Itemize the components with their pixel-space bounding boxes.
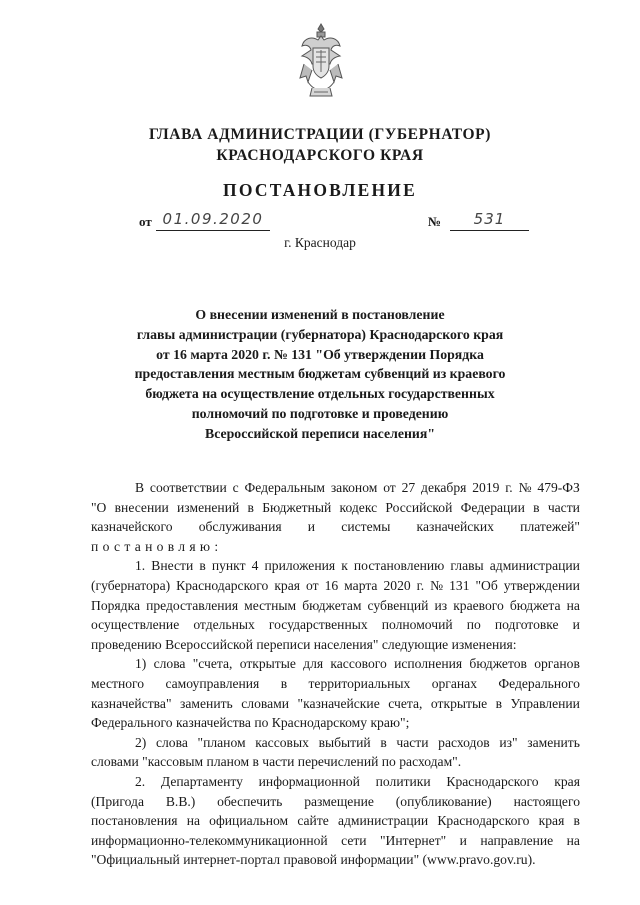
word: Департаменту bbox=[160, 773, 243, 789]
word: политики bbox=[375, 773, 431, 789]
word: субвенций bbox=[367, 597, 429, 613]
heading-line: от 16 марта 2020 г. № 131 "Об утверждении Порядка bbox=[156, 346, 484, 362]
word: слова bbox=[155, 734, 188, 750]
body-line bbox=[91, 772, 580, 792]
date-value: 01.09.2020 bbox=[156, 210, 270, 231]
word: Внести bbox=[151, 558, 194, 574]
word: настоящего bbox=[513, 793, 580, 809]
word: "Об bbox=[475, 577, 498, 593]
word: Федеральным bbox=[244, 480, 325, 495]
word: предоставления bbox=[146, 597, 239, 613]
word: Краснодарского bbox=[176, 577, 269, 593]
word: соответствии bbox=[149, 480, 227, 495]
issuer-title-line1: ГЛАВА АДМИНИСТРАЦИИ (ГУБЕРНАТОР) bbox=[149, 126, 491, 143]
word: края bbox=[538, 813, 565, 829]
body-line bbox=[91, 498, 580, 518]
word: и bbox=[572, 617, 580, 633]
word: администрации bbox=[489, 558, 580, 574]
word: осуществление bbox=[91, 617, 180, 633]
word: системы bbox=[341, 519, 391, 535]
word: г. bbox=[505, 480, 513, 495]
city-name: г. Краснодар bbox=[284, 235, 356, 250]
word: 2) bbox=[135, 734, 147, 750]
word: № bbox=[518, 480, 532, 495]
date-number-row bbox=[0, 212, 640, 234]
body-line: постановляю: bbox=[91, 538, 223, 554]
word: (губернатора) bbox=[91, 577, 171, 593]
word: 1) bbox=[135, 656, 147, 672]
body-line bbox=[91, 733, 580, 753]
word: 479-ФЗ bbox=[537, 480, 580, 495]
word: 2. bbox=[135, 773, 146, 789]
word: утверждении bbox=[503, 577, 580, 593]
word: "О bbox=[91, 499, 107, 515]
word: 2020 bbox=[383, 577, 411, 593]
word: Бюджетный bbox=[262, 499, 332, 515]
word: из bbox=[434, 597, 448, 613]
word: самоуправления bbox=[165, 675, 260, 691]
word: направление bbox=[480, 832, 554, 848]
coat-of-arms-emblem bbox=[298, 22, 344, 100]
word: 2019 bbox=[472, 480, 500, 495]
body-line: словами "кассовым планом в части перечислений по расходам". bbox=[91, 754, 462, 770]
word: подготовке bbox=[494, 617, 559, 633]
heading-line: О внесении изменений в постановление bbox=[195, 307, 445, 322]
word: в bbox=[495, 695, 503, 711]
word: законом bbox=[330, 480, 378, 495]
word: полномочий bbox=[381, 617, 453, 633]
word: размещение bbox=[304, 793, 374, 809]
word: 1. bbox=[135, 558, 146, 574]
word: 27 bbox=[401, 480, 416, 495]
word: в bbox=[199, 558, 206, 574]
word: и bbox=[459, 832, 467, 848]
word: в bbox=[380, 734, 387, 750]
word: на bbox=[186, 813, 200, 829]
word: казначейства" bbox=[91, 695, 172, 711]
word: бюджетам bbox=[302, 597, 362, 613]
word: № bbox=[430, 577, 444, 593]
word: (Пригода bbox=[91, 793, 145, 809]
word: Управлении bbox=[510, 695, 580, 711]
word: постановления bbox=[91, 813, 178, 829]
word: территориальных bbox=[308, 675, 411, 691]
word: государственных bbox=[268, 617, 368, 633]
body-line bbox=[91, 811, 580, 831]
heading-line: предоставления местным бюджетам субвенций из краевого bbox=[134, 366, 506, 382]
word: "планом bbox=[197, 734, 246, 750]
word: сайте bbox=[297, 813, 329, 829]
word: Российской bbox=[385, 499, 453, 515]
body-line: "Официальный интернет-портал правовой информации" (www.pravo.gov.ru). bbox=[91, 852, 536, 868]
issuer-title-line2: КРАСНОДАРСКОГО КРАЯ bbox=[216, 147, 424, 164]
word: внесении bbox=[114, 499, 169, 515]
word: края bbox=[274, 577, 300, 593]
word: части bbox=[396, 734, 429, 750]
word: декабря bbox=[421, 480, 467, 495]
word: заменить bbox=[180, 695, 233, 711]
word: кассовых bbox=[255, 734, 309, 750]
word: Федерального bbox=[498, 675, 580, 691]
word: (опубликование) bbox=[395, 793, 492, 809]
body-line bbox=[91, 517, 580, 537]
word: "Интернет" bbox=[380, 832, 447, 848]
word: счета, bbox=[388, 695, 423, 711]
word: бюджетов bbox=[469, 656, 527, 672]
word: в bbox=[247, 499, 254, 515]
word: пункт bbox=[211, 558, 246, 574]
word: на bbox=[566, 597, 580, 613]
word: информационной bbox=[258, 773, 360, 789]
word: в bbox=[573, 813, 580, 829]
word: исполнения bbox=[394, 656, 463, 672]
body-line bbox=[91, 792, 580, 812]
word: официальном bbox=[209, 813, 289, 829]
document-body bbox=[91, 478, 580, 870]
word: выбытий bbox=[318, 734, 371, 750]
body-line bbox=[91, 674, 580, 694]
heading-line: Всероссийской переписи населения" bbox=[205, 425, 435, 441]
document-heading bbox=[0, 305, 640, 444]
word: открытые bbox=[239, 656, 296, 672]
word: В.В.) bbox=[165, 793, 196, 809]
heading-line: главы администрации (губернатора) Краснодарского края bbox=[136, 326, 504, 342]
body-line bbox=[91, 478, 580, 498]
body-line: проведению Всероссийской переписи населения" следующие изменения: bbox=[91, 636, 517, 652]
word: сети bbox=[341, 832, 367, 848]
word: изменений bbox=[177, 499, 240, 515]
word: органов bbox=[534, 656, 580, 672]
word: местного bbox=[91, 675, 145, 691]
word: казначейского bbox=[91, 519, 173, 535]
body-line bbox=[91, 615, 580, 635]
word: от bbox=[306, 577, 319, 593]
word: от bbox=[383, 480, 396, 495]
word: с bbox=[232, 480, 239, 495]
body-line: Федерального казначейства по Краснодарскому краю"; bbox=[91, 715, 410, 731]
heading-line: полномочий по подготовке и проведению bbox=[191, 405, 449, 421]
word: г. bbox=[416, 577, 425, 593]
body-line bbox=[91, 694, 580, 714]
word: для bbox=[303, 656, 324, 672]
word: расходов bbox=[438, 734, 490, 750]
word: словами bbox=[241, 695, 290, 711]
word: бюджета bbox=[509, 597, 561, 613]
word: приложения bbox=[264, 558, 336, 574]
word: слова bbox=[153, 656, 186, 672]
word: в bbox=[533, 499, 540, 515]
body-line bbox=[91, 831, 580, 851]
word: местным bbox=[244, 597, 297, 613]
word: Краснодарского bbox=[437, 813, 530, 829]
word: 16 bbox=[324, 577, 339, 593]
word: открытые bbox=[430, 695, 488, 711]
word: казначейских bbox=[416, 519, 494, 535]
word: "счета, bbox=[192, 656, 233, 672]
word: на bbox=[566, 832, 580, 848]
word: "казначейские bbox=[297, 695, 380, 711]
body-line bbox=[91, 556, 580, 576]
word: части bbox=[547, 499, 580, 515]
word: главы bbox=[450, 558, 484, 574]
word: Краснодарского bbox=[446, 773, 539, 789]
word: органах bbox=[431, 675, 477, 691]
word: Порядка bbox=[91, 597, 141, 613]
word: к bbox=[341, 558, 348, 574]
heading-line: бюджета на осуществление отдельных государственных bbox=[145, 386, 495, 402]
word: кассового bbox=[330, 656, 387, 672]
word: постановлению bbox=[353, 558, 445, 574]
word: Федерации bbox=[460, 499, 525, 515]
word: отдельных bbox=[193, 617, 255, 633]
number-prefix: № bbox=[428, 214, 442, 229]
word: краевого bbox=[453, 597, 504, 613]
word: информационно-телекоммуникационной bbox=[91, 832, 328, 848]
body-line bbox=[91, 596, 580, 616]
document-type: ПОСТАНОВЛЕНИЕ bbox=[223, 180, 417, 200]
word: и bbox=[307, 519, 316, 535]
word: по bbox=[466, 617, 481, 633]
word: из" bbox=[499, 734, 518, 750]
word: обеспечить bbox=[217, 793, 283, 809]
word: в bbox=[280, 675, 288, 691]
number-value: 531 bbox=[450, 210, 529, 231]
word: В bbox=[135, 480, 145, 495]
word: заменить bbox=[527, 734, 580, 750]
body-line bbox=[91, 576, 580, 596]
word: 131 bbox=[449, 577, 470, 593]
date-prefix: от bbox=[139, 214, 152, 229]
word: администрации bbox=[337, 813, 429, 829]
word: 4 bbox=[251, 558, 259, 574]
word: марта bbox=[344, 577, 378, 593]
word: платежей" bbox=[520, 519, 580, 535]
word: обслуживания bbox=[198, 519, 282, 535]
word: края bbox=[554, 773, 580, 789]
body-line bbox=[91, 654, 580, 674]
word: кодекс bbox=[339, 499, 378, 515]
